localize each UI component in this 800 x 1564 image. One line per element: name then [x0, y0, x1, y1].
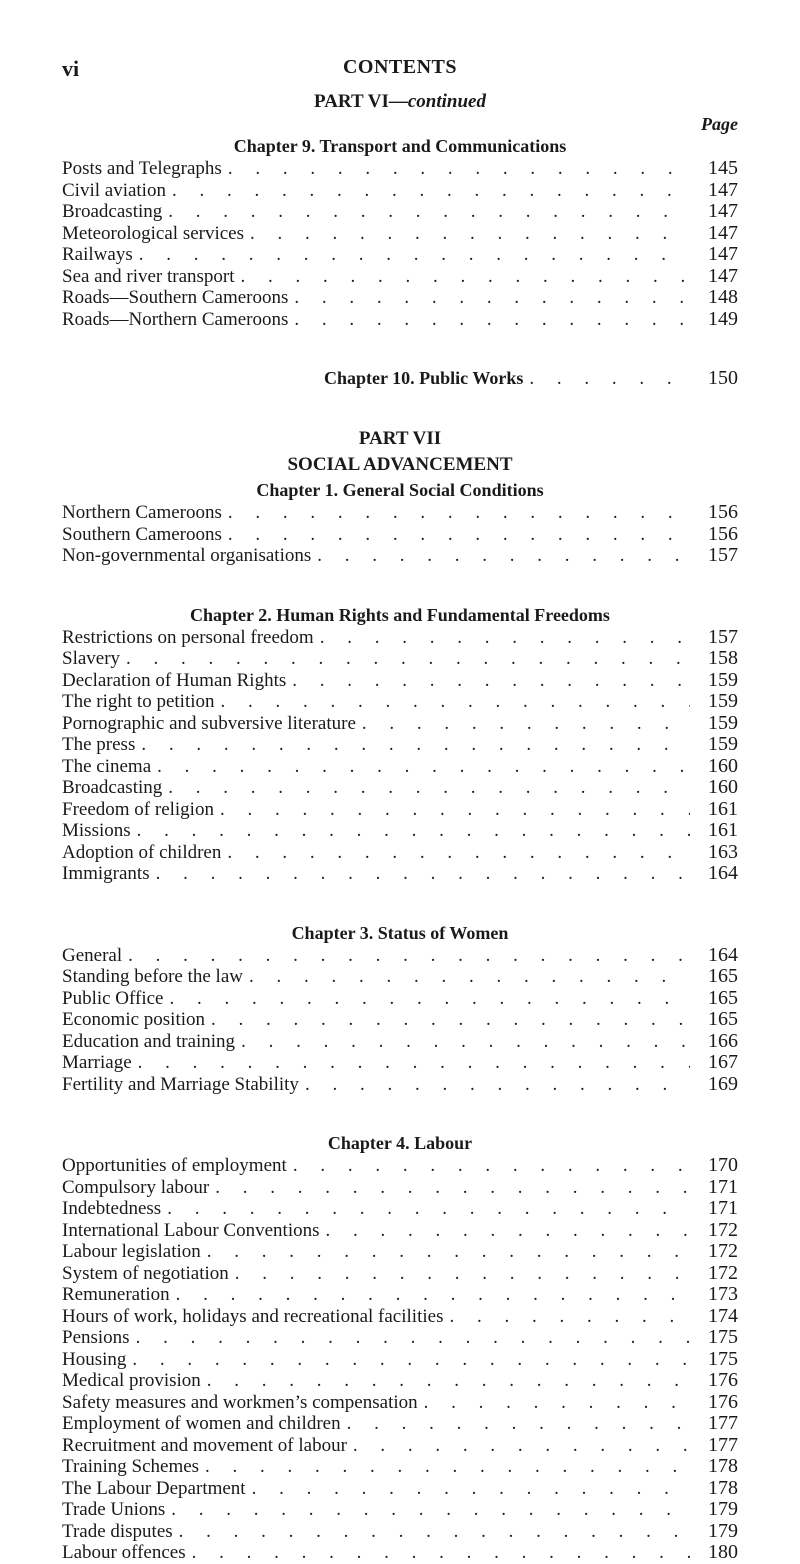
- toc-list: [62, 158, 738, 330]
- toc-entry-label: The Labour Department: [62, 1477, 246, 1499]
- toc-page-number: 147: [708, 200, 738, 222]
- toc-entry: [62, 842, 738, 864]
- toc-page-number: 171: [708, 1197, 738, 1219]
- toc-entry-label: Safety measures and workmen’s compensation: [62, 1391, 418, 1413]
- dot-leader: [157, 756, 690, 778]
- dot-leader: [249, 966, 690, 988]
- dot-leader: [207, 1370, 690, 1392]
- toc-page-number: 164: [708, 943, 738, 966]
- toc-page-number: 160: [708, 754, 738, 777]
- toc-page-number: 169: [708, 1072, 738, 1095]
- toc-entry-label: Sea and river transport: [62, 265, 235, 287]
- toc-page-number: 145: [708, 157, 738, 179]
- toc-entry: [62, 988, 738, 1010]
- toc-entry-label: Recruitment and movement of labour: [62, 1434, 347, 1456]
- toc-entry-label: Roads—Northern Cameroons: [62, 308, 289, 330]
- chapter-10-title: Chapter 10. Public Works: [324, 368, 524, 388]
- toc-entry-label: Northern Cameroons: [62, 502, 222, 523]
- dot-leader: [172, 180, 690, 202]
- dot-leader: [362, 713, 690, 735]
- toc-entry-label: Pensions: [62, 1327, 130, 1348]
- toc-entry-label: Training Schemes: [62, 1456, 200, 1477]
- toc-entry-label: Restrictions on personal freedom: [62, 626, 314, 648]
- dot-leader: [192, 1542, 690, 1564]
- toc-page-number: 159: [708, 668, 738, 691]
- toc-entry: [62, 502, 738, 524]
- toc-entry: [62, 966, 738, 988]
- toc-entry-label: Broadcasting: [62, 201, 163, 222]
- toc-entry-label: Labour legislation: [62, 1241, 201, 1262]
- toc-page-number: 159: [708, 690, 738, 712]
- toc-entry: [62, 1542, 738, 1564]
- toc-entry-label: Slavery: [62, 648, 121, 669]
- toc-page-number: 176: [708, 1390, 738, 1413]
- toc-page-number: 160: [708, 776, 738, 798]
- toc-entry-label: Roads—Southern Cameroons: [62, 287, 289, 308]
- continued-label: continued: [407, 91, 486, 112]
- toc-page-number: 161: [708, 797, 738, 820]
- toc-entry-label: Fertility and Marriage Stability: [62, 1073, 299, 1095]
- part-vii-heading: PART VII: [358, 428, 442, 449]
- toc-entry: [62, 945, 738, 967]
- page-number: vi: [62, 56, 80, 81]
- toc-entry: [62, 863, 738, 885]
- dot-leader: [294, 287, 690, 309]
- toc-entry-label: Trade disputes: [62, 1520, 173, 1542]
- dot-leader: [424, 1392, 690, 1414]
- toc-entry: [62, 180, 738, 202]
- toc-page-number: 157: [708, 625, 738, 648]
- toc-entry: [62, 1478, 738, 1500]
- toc-entry-label: Freedom of religion: [62, 798, 214, 820]
- toc-entry-label: Non-governmental organisations: [62, 545, 312, 566]
- toc-page-number: 170: [708, 1154, 738, 1176]
- toc-entry: [62, 223, 738, 245]
- toc-page-number: 173: [708, 1283, 738, 1305]
- toc-page-number: 174: [708, 1304, 738, 1327]
- part-vii-subheading: SOCIAL ADVANCEMENT: [287, 454, 513, 475]
- toc-page-number: 159: [708, 711, 738, 734]
- toc-entry-label: Trade Unions: [62, 1499, 166, 1520]
- dot-leader: [220, 799, 690, 821]
- toc-entry-label: Medical provision: [62, 1370, 201, 1391]
- toc-entry-label: The cinema: [62, 755, 152, 777]
- chapter-3-title: Chapter 3. Status of Women: [291, 922, 509, 943]
- dot-leader: [292, 670, 690, 692]
- toc-entry-label: Remuneration: [62, 1284, 170, 1305]
- toc-entry: [62, 1306, 738, 1328]
- dot-leader: [235, 1263, 690, 1285]
- toc-entry: [62, 691, 738, 713]
- toc-page-number: 176: [708, 1369, 738, 1391]
- dot-leader: [449, 1306, 690, 1328]
- dot-leader: [132, 1349, 690, 1371]
- dot-leader: [179, 1521, 690, 1543]
- dot-leader: [317, 545, 690, 567]
- dot-leader: [176, 1284, 690, 1306]
- dot-leader: [228, 502, 690, 524]
- toc-page-number: 172: [708, 1218, 738, 1241]
- toc-entry-label: Compulsory labour: [62, 1176, 210, 1198]
- dot-leader: [353, 1435, 690, 1457]
- chapter-9-title: Chapter 9. Transport and Communications: [233, 136, 567, 156]
- toc-entry-label: Immigrants: [62, 863, 150, 884]
- toc-page-number: 165: [708, 1008, 738, 1030]
- dot-leader: [136, 1327, 690, 1349]
- toc-page-number: 175: [708, 1326, 738, 1348]
- toc-entry-label: Civil aviation: [62, 179, 166, 201]
- toc-page-number: 165: [708, 986, 738, 1009]
- toc-entry-label: Employment of women and children: [62, 1413, 341, 1434]
- toc-entry: [62, 1263, 738, 1285]
- toc-page-number: 179: [708, 1519, 738, 1542]
- dot-leader: [227, 842, 690, 864]
- toc-entry-label: Meteorological services: [62, 222, 245, 244]
- toc-page-number: 150: [708, 367, 738, 389]
- toc-entry-label: General: [62, 944, 123, 966]
- toc-page-number: 172: [708, 1261, 738, 1284]
- toc-page-number: 159: [708, 733, 738, 755]
- toc-entry-label: Missions: [62, 820, 131, 841]
- toc-entry: [62, 287, 738, 309]
- toc-entry: [62, 648, 738, 670]
- toc-entry: [62, 1413, 738, 1435]
- dot-leader: [126, 648, 690, 670]
- dot-leader: [211, 1009, 690, 1031]
- toc-page-number: 149: [708, 307, 738, 330]
- toc-entry-label: Education and training: [62, 1030, 236, 1052]
- dot-leader: [167, 1198, 690, 1220]
- toc-entry-label: Adoption of children: [62, 841, 222, 863]
- toc-entry: [62, 1284, 738, 1306]
- toc-entry: [62, 1521, 738, 1543]
- toc-page-number: 163: [708, 840, 738, 863]
- dot-leader: [347, 1413, 690, 1435]
- toc-page-number: 147: [708, 178, 738, 201]
- toc-entry-label: Declaration of Human Rights: [62, 669, 287, 691]
- toc-entry: [62, 201, 738, 223]
- dot-leader: [168, 201, 690, 223]
- toc-entry: [62, 1177, 738, 1199]
- toc-entry-label: Broadcasting: [62, 777, 163, 798]
- toc-entry: [62, 820, 738, 842]
- toc-entry: [62, 1052, 738, 1074]
- toc-page-number: 167: [708, 1051, 738, 1073]
- toc-page-number: 175: [708, 1347, 738, 1370]
- dot-leader: [139, 244, 690, 266]
- toc-page-number: 164: [708, 862, 738, 884]
- toc-entry-label: Indebtedness: [62, 1198, 162, 1219]
- toc-entry-label: The right to petition: [62, 691, 215, 712]
- toc-entry: [62, 1456, 738, 1478]
- toc-entry-label: The press: [62, 734, 136, 755]
- toc-page-number: 156: [708, 522, 738, 545]
- toc-page-number: 158: [708, 647, 738, 669]
- toc-entry-label: Economic position: [62, 1009, 206, 1030]
- toc-page-number: 156: [708, 501, 738, 523]
- dot-leader: [228, 524, 690, 546]
- toc-entry: [62, 266, 738, 288]
- toc-entry-label: Southern Cameroons: [62, 523, 222, 545]
- toc-page-number: 178: [708, 1455, 738, 1477]
- toc-list: [62, 502, 738, 567]
- dot-leader: [241, 1031, 690, 1053]
- dot-leader: [205, 1456, 690, 1478]
- toc-page-number: 147: [708, 221, 738, 244]
- toc-entry: [62, 1370, 738, 1392]
- dot-leader: [221, 691, 690, 713]
- toc-entry: [62, 1220, 738, 1242]
- toc-entry-label: Labour offences: [62, 1542, 186, 1563]
- dot-leader: [137, 820, 690, 842]
- toc-page-number: 178: [708, 1476, 738, 1499]
- toc-list: [62, 627, 738, 885]
- toc-page-number: 172: [708, 1240, 738, 1262]
- toc-page-number: 165: [708, 965, 738, 987]
- toc-page-number: 166: [708, 1029, 738, 1052]
- toc-page-number: 147: [708, 264, 738, 287]
- chapter-2-title: Chapter 2. Human Rights and Fundamental Freedoms: [190, 604, 610, 625]
- dot-leader: [293, 1155, 690, 1177]
- toc-entry: [62, 1327, 738, 1349]
- toc-entry: [62, 1074, 738, 1096]
- toc-entry: [62, 1031, 738, 1053]
- dot-leader: [250, 223, 690, 245]
- dot-leader: [326, 1220, 691, 1242]
- toc-list: [62, 945, 738, 1096]
- dot-leader: [138, 1052, 690, 1074]
- toc-entry-label: International Labour Conventions: [62, 1219, 320, 1241]
- toc-entry: [62, 734, 738, 756]
- toc-entry-label: Pornographic and subversive literature: [62, 712, 356, 734]
- contents-body: [62, 90, 738, 1564]
- toc-entry: [62, 1349, 738, 1371]
- toc-entry: [62, 309, 738, 331]
- dot-leader: [252, 1478, 690, 1500]
- dot-leader: [241, 266, 690, 288]
- toc-entry: [62, 756, 738, 778]
- chapter-10-entry: [62, 366, 738, 390]
- toc-entry-label: Hours of work, holidays and recreational facilities: [62, 1305, 444, 1327]
- toc-entry: [62, 158, 738, 180]
- toc-page-number: 171: [708, 1175, 738, 1198]
- toc-entry: [62, 1392, 738, 1414]
- dot-leader: [320, 627, 690, 649]
- dot-leader: [215, 1177, 690, 1199]
- toc-page-number: 148: [708, 286, 738, 308]
- toc-entry: [62, 713, 738, 735]
- dot-leader: [156, 863, 690, 885]
- dot-leader: [168, 777, 690, 799]
- running-head: [0, 56, 800, 82]
- dot-leader: [228, 158, 690, 180]
- toc-page-number: 147: [708, 243, 738, 265]
- toc-list: [62, 1155, 738, 1564]
- chapter-1-title: Chapter 1. General Social Conditions: [256, 480, 544, 500]
- toc-page-number: 177: [708, 1433, 738, 1456]
- toc-entry: [62, 244, 738, 266]
- toc-entry: [62, 670, 738, 692]
- dot-leader: [128, 945, 690, 967]
- chapter-4-title: Chapter 4. Labour: [327, 1133, 473, 1153]
- toc-entry-label: Railways: [62, 244, 133, 265]
- toc-page-number: 161: [708, 819, 738, 841]
- toc-entry: [62, 799, 738, 821]
- toc-page-number: 177: [708, 1412, 738, 1434]
- toc-entry: [62, 1009, 738, 1031]
- toc-page-number: 180: [708, 1541, 738, 1563]
- toc-entry: [62, 1435, 738, 1457]
- toc-entry-label: Opportunities of employment: [62, 1155, 287, 1176]
- dot-leader: [305, 1074, 690, 1096]
- dot-leader: [171, 1499, 690, 1521]
- dot-leader: [141, 734, 690, 756]
- toc-entry: [62, 627, 738, 649]
- dot-leader: [170, 988, 691, 1010]
- toc-entry: [62, 524, 738, 546]
- dot-leader: [294, 309, 690, 331]
- toc-entry-label: Public Office: [62, 987, 164, 1009]
- toc-entry-label: Posts and Telegraphs: [62, 158, 222, 179]
- toc-entry: [62, 1499, 738, 1521]
- toc-entry: [62, 1155, 738, 1177]
- toc-page-number: 179: [708, 1498, 738, 1520]
- toc-entry: [62, 1241, 738, 1263]
- toc-entry-label: Standing before the law: [62, 966, 243, 987]
- part-vi-heading: PART VI—continued: [314, 91, 486, 112]
- toc-entry-label: Housing: [62, 1348, 127, 1370]
- toc-entry: [62, 545, 738, 567]
- page-column-label: Page: [701, 114, 738, 134]
- dot-leader: [207, 1241, 690, 1263]
- toc-entry: [62, 1198, 738, 1220]
- toc-entry: [62, 777, 738, 799]
- page-title: CONTENTS: [342, 56, 458, 78]
- toc-entry-label: Marriage: [62, 1052, 132, 1073]
- toc-page-number: 157: [708, 544, 738, 566]
- toc-entry-label: System of negotiation: [62, 1262, 229, 1284]
